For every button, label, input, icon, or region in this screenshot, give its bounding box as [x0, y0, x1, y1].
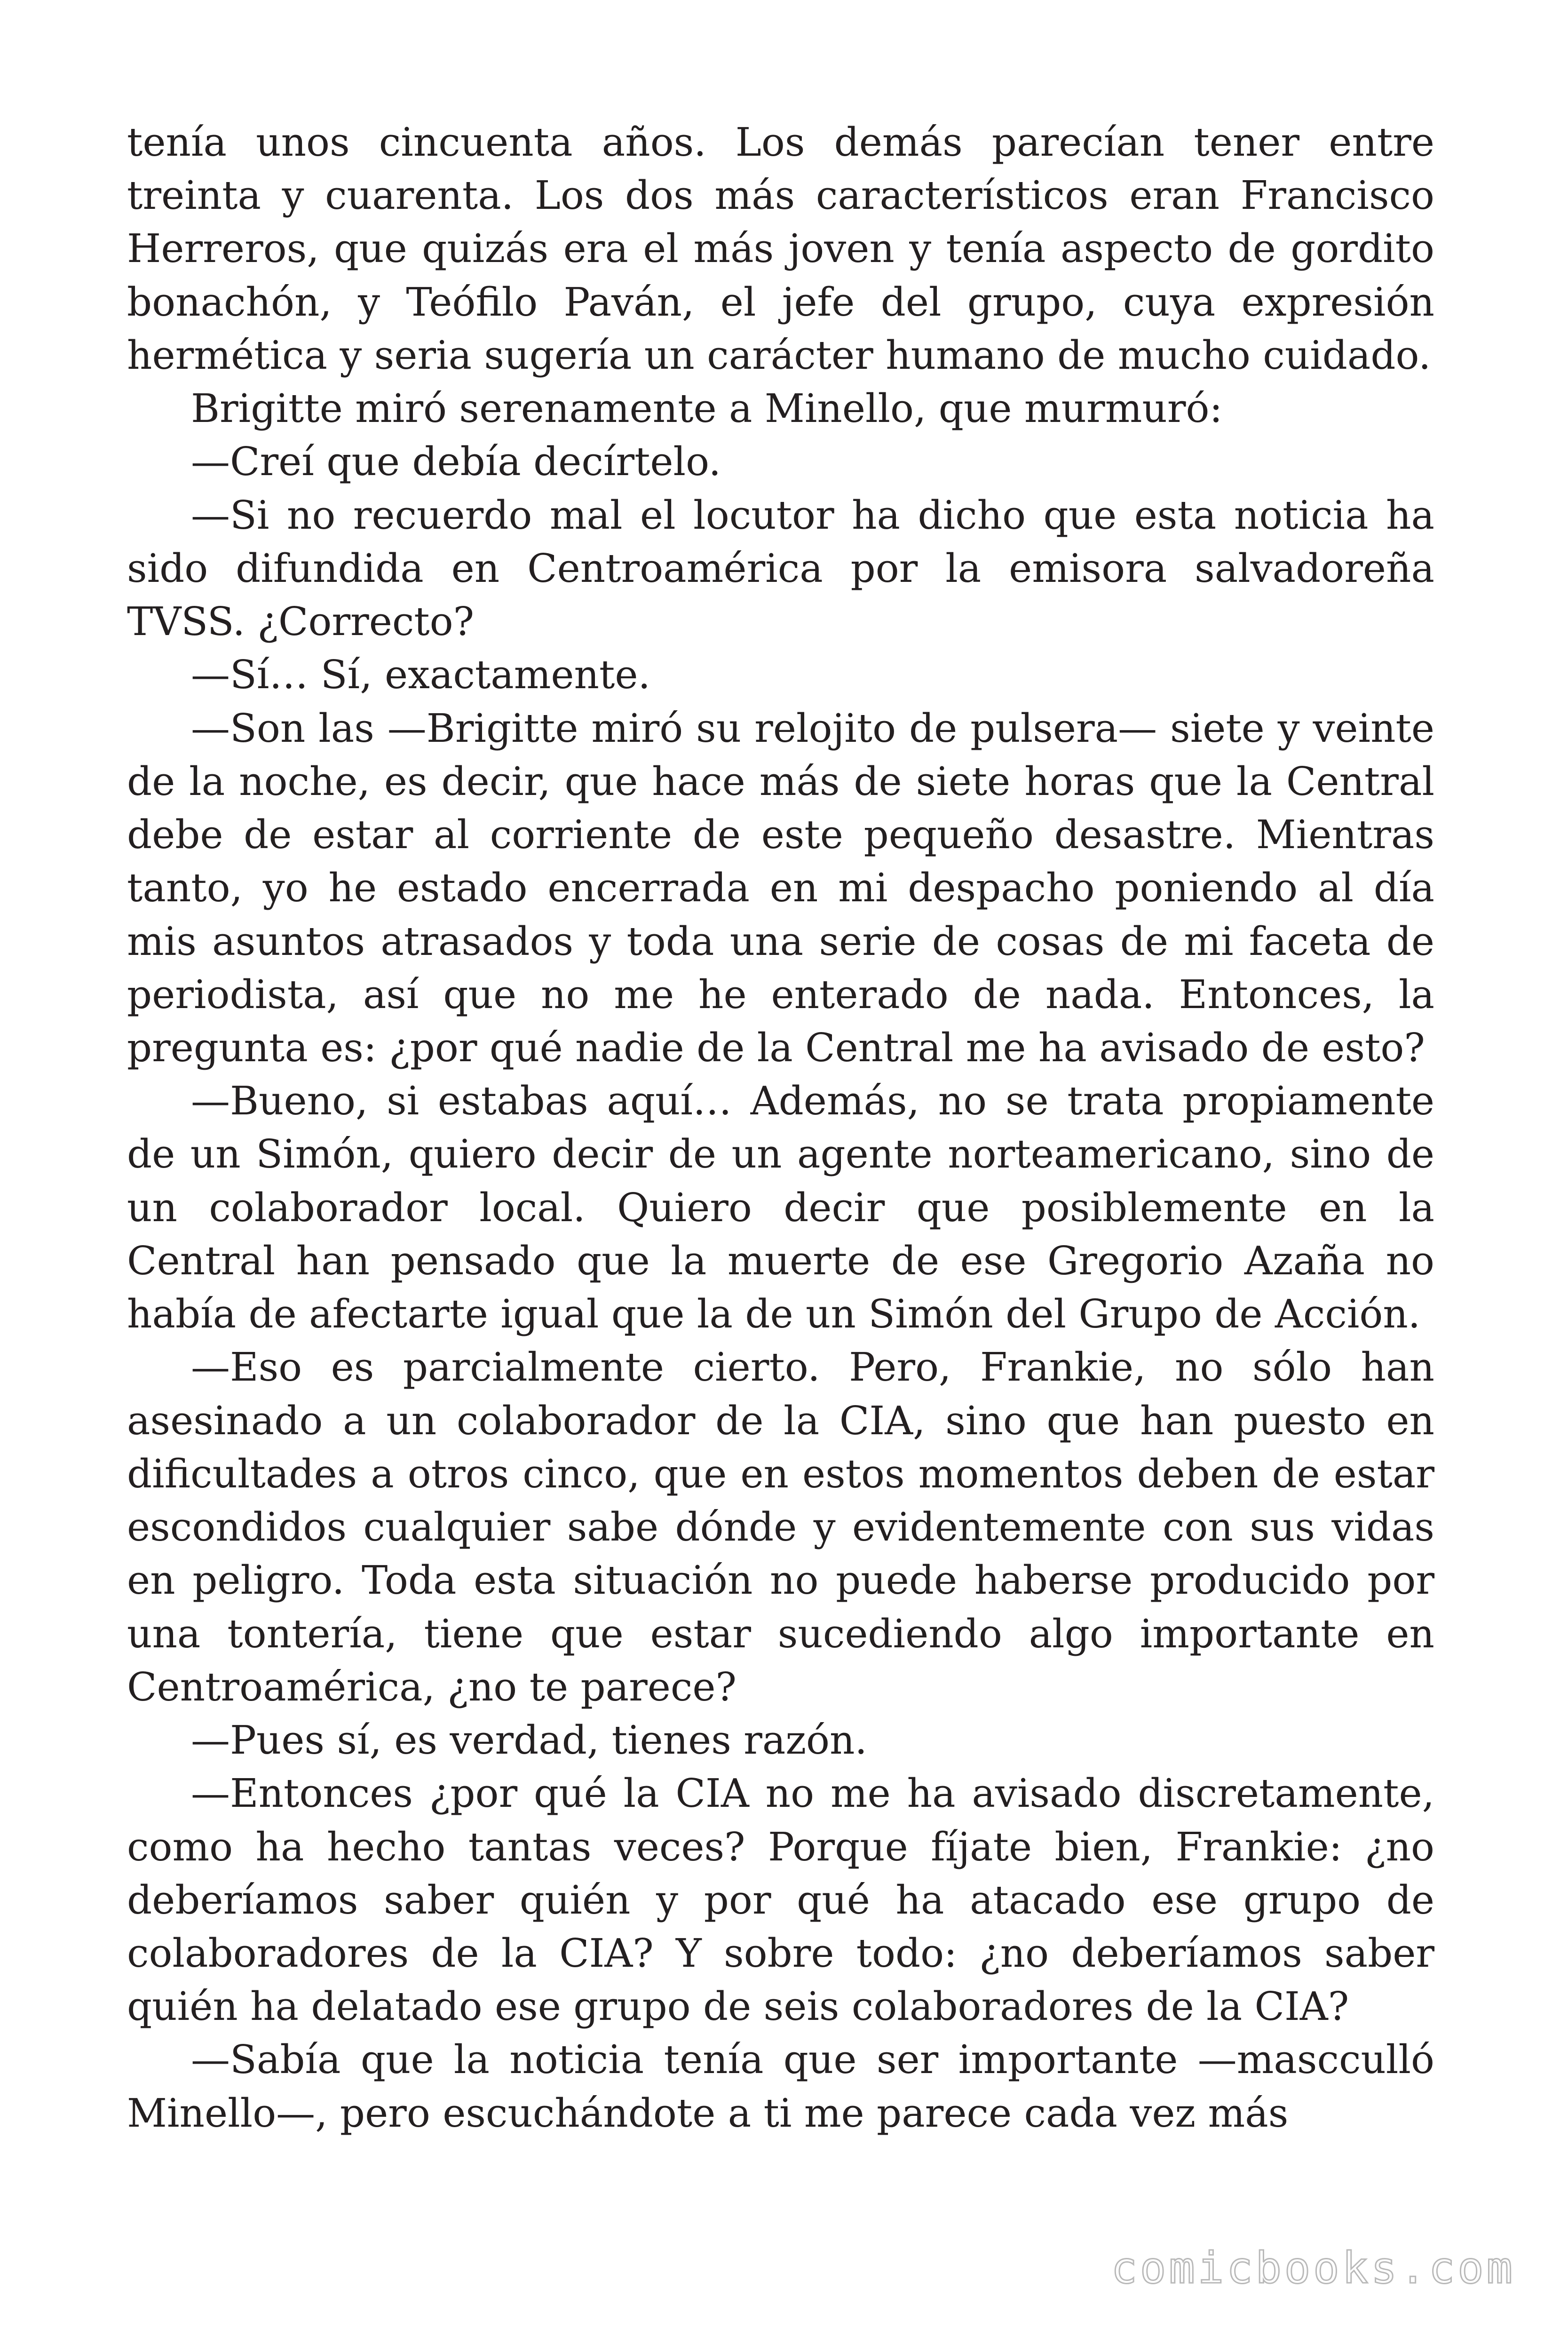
paragraph: —Sí… Sí, exactamente. — [191, 652, 650, 698]
paragraph: Brigitte miró serenamente a Minello, que murmuró: — [191, 386, 1223, 432]
paragraph: —Son las —Brigitte miró su relojito de pulsera— siete y veinte de la noche, es decir, que hace más de siete horas que la Central debe de estar al corriente de este pequeño desastre. Mientras tanto, yo he estado encerrada en mi despacho poniendo al día mis asuntos atrasados y toda una serie de cosas de mi faceta de periodista, así que no me he enterado de nada. Entonces, la pregunta es: ¿por qué nadie de la Central me ha avisado de esto? — [127, 705, 1434, 1071]
paragraph: —Pues sí, es verdad, tienes razón. — [191, 1717, 867, 1764]
paragraph: tenía unos cincuenta años. Los demás parecían tener entre treinta y cuarenta. Los dos más característicos eran Francisco Herreros, que quizás era el más joven y tenía aspecto de gordito bonachón, y Teófilo Paván, el jefe del grupo, cuya expresión hermética y seria sugería un carácter humano de mucho cuidado. — [127, 119, 1434, 378]
watermark-logo: comicbooks.com — [1111, 2243, 1515, 2293]
paragraph: —Eso es parcialmente cierto. Pero, Frankie, no sólo han asesinado a un colaborador de la CIA, sino que han puesto en dificultades a otros cinco, que en estos momentos deben de estar escondidos cualquier sabe dónde y evidentemente con sus vidas en peligro. Toda esta situación no puede haberse producido por una tontería, tiene que estar sucediendo algo importante en Centroamérica, ¿no te parece? — [127, 1344, 1434, 1710]
paragraph: —Creí que debía decírtelo. — [191, 439, 721, 485]
paragraph: —Bueno, si estabas aquí… Además, no se trata propiamente de un Simón, quiero decir de un agente norteamericano, sino de un colaborador local. Quiero decir que posiblemente en la Central han pensado que la muerte de ese Gregorio Azaña no había de afectarte igual que la de un Simón del Grupo de Acción. — [127, 1078, 1434, 1337]
paragraph: —Si no recuerdo mal el locutor ha dicho que esta noticia ha sido difundida en Centroamérica por la emisora salvadoreña TVSS. ¿Correcto? — [127, 492, 1434, 645]
paragraph: —Entonces ¿por qué la CIA no me ha avisado discretamente, como ha hecho tantas veces? Porque fíjate bien, Frankie: ¿no deberíamos saber quién y por qué ha atacado ese grupo de colaboradores de la CIA? Y sobre todo: ¿no deberíamos saber quién ha delatado ese grupo de seis colaboradores de la CIA? — [127, 1771, 1434, 2030]
paragraph: —Sabía que la noticia tenía que ser importante —mascculló Minello—, pero escuchándote a ti me parece cada vez más — [127, 2037, 1434, 2136]
body-text — [127, 116, 1434, 2140]
